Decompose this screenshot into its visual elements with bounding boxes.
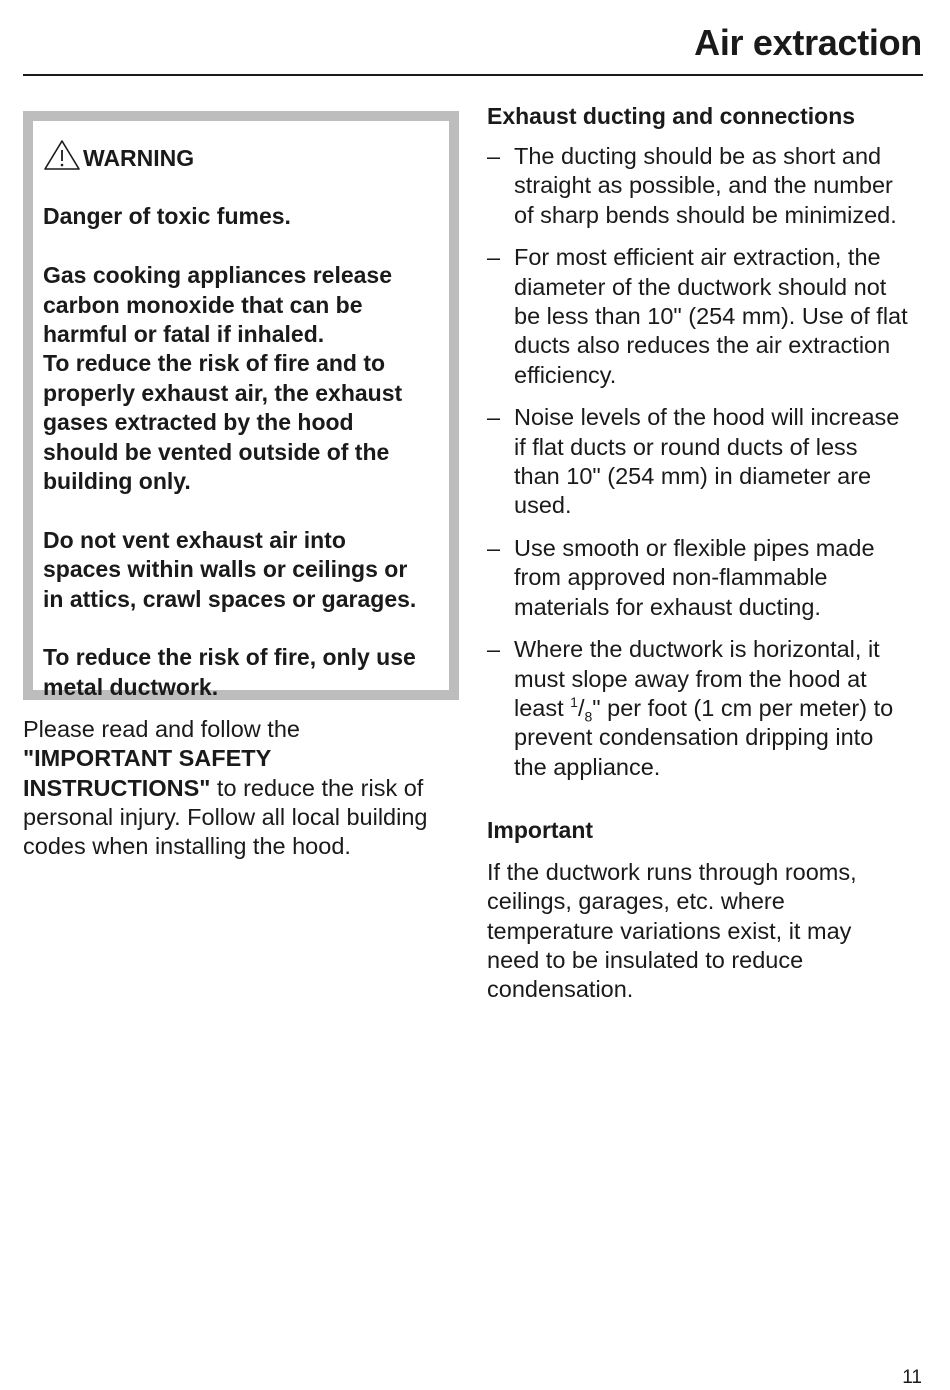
warning-heading (43, 139, 443, 173)
important-heading: Important (487, 816, 594, 843)
important-line: ceilings, garages, etc. where (487, 888, 785, 915)
warning-line: building only. (43, 468, 191, 495)
bullet-line: diameter of the ductwork should not (514, 273, 887, 300)
bullet-line: be less than 10" (254 mm). Use of flat (514, 302, 908, 329)
important-line: need to be insulated to reduce (487, 946, 804, 973)
bullet-line: The ducting should be as short and (514, 143, 882, 169)
bullet-line: from approved non-flammable (514, 564, 828, 591)
header-rule (23, 74, 923, 76)
warning-line: carbon monoxide that can be (43, 291, 363, 318)
dash-bullet: – (487, 535, 501, 562)
list-item (487, 534, 927, 622)
fraction-denominator: 8 (584, 708, 593, 725)
warning-triangle-icon (43, 139, 81, 171)
dash-bullet: – (487, 244, 501, 271)
bullet-line: if flat ducts or round ducts of less (514, 433, 858, 460)
warning-box (23, 111, 459, 700)
bullet-line: efficiency. (514, 361, 617, 388)
warning-danger-text: Danger of toxic fumes. (43, 203, 291, 230)
dash-bullet: – (487, 636, 501, 663)
bullet-text: " per foot (1 cm per meter) to (592, 695, 894, 722)
fraction-numerator: 1 (570, 694, 578, 711)
page-number: 11 (902, 1367, 922, 1388)
intro-line (23, 774, 428, 803)
warning-line: gases extracted by the hood (43, 409, 354, 436)
bullet-line: ducts also reduces the air extraction (514, 332, 891, 359)
list-item (487, 403, 927, 520)
warning-line: spaces within walls or ceilings or (43, 556, 408, 583)
bullet-line: Where the ductwork is horizontal, it (514, 636, 880, 663)
list-item (487, 635, 927, 781)
bullet-line: For most efficient air extraction, the (514, 244, 881, 271)
exhaust-heading: Exhaust ducting and connections (487, 103, 856, 129)
intro-text: to reduce the risk of (210, 774, 424, 801)
warning-line: should be vented outside of the (43, 438, 390, 465)
warning-line: metal ductwork. (43, 673, 219, 700)
important-line: If the ductwork runs through rooms, (487, 858, 857, 885)
right-column (487, 100, 927, 1004)
warning-line: properly exhaust air, the exhaust (43, 379, 403, 406)
list-item (487, 142, 927, 230)
bullet-line: used. (514, 492, 572, 519)
warning-line: in attics, crawl spaces or garages. (43, 585, 417, 612)
fraction-slash: / (577, 695, 585, 722)
warning-metal-text (43, 643, 443, 702)
bullet-line: straight as possible, and the number (514, 172, 893, 199)
bullet-line: than 10" (254 mm) in diameter are (514, 462, 872, 489)
page-header-title: Air extraction (694, 22, 922, 63)
warning-label: WARNING (83, 144, 195, 171)
bullet-line: the appliance. (514, 753, 661, 780)
bullet-line: prevent condensation dripping into (514, 724, 874, 751)
dash-bullet: – (487, 143, 501, 169)
warning-line: To reduce the risk of fire and to (43, 350, 386, 377)
warning-vent-text (43, 526, 443, 614)
exhaust-bullet-list (487, 142, 927, 782)
bullet-line: of sharp bends should be minimized. (514, 201, 897, 228)
intro-line: personal injury. Follow all local building (23, 803, 428, 830)
dash-bullet: – (487, 404, 501, 431)
warning-line: harmful or fatal if inhaled. (43, 321, 325, 347)
list-item (487, 243, 927, 389)
bullet-line: must slope away from the hood at (514, 665, 867, 692)
important-line: temperature variations exist, it may (487, 917, 852, 944)
bullet-line: Use smooth or flexible pipes made (514, 535, 875, 562)
bullet-line: materials for exhaust ducting. (514, 593, 821, 620)
bullet-line (514, 694, 927, 723)
bullet-line: Noise levels of the hood will increase (514, 404, 900, 431)
intro-line: codes when installing the hood. (23, 833, 351, 860)
warning-line: Do not vent exhaust air into (43, 526, 346, 553)
intro-paragraph (23, 715, 428, 861)
important-line: condensation. (487, 976, 634, 1003)
important-paragraph (487, 858, 927, 1004)
bullet-text: least (514, 695, 571, 722)
warning-line: To reduce the risk of fire, only use (43, 644, 416, 671)
warning-line: Gas cooking appliances release (43, 262, 392, 289)
warning-gas-text (43, 261, 443, 496)
intro-line: Please read and follow the (23, 716, 300, 742)
intro-bold-text: INSTRUCTIONS" (23, 774, 211, 801)
intro-line: "IMPORTANT SAFETY (23, 745, 272, 772)
